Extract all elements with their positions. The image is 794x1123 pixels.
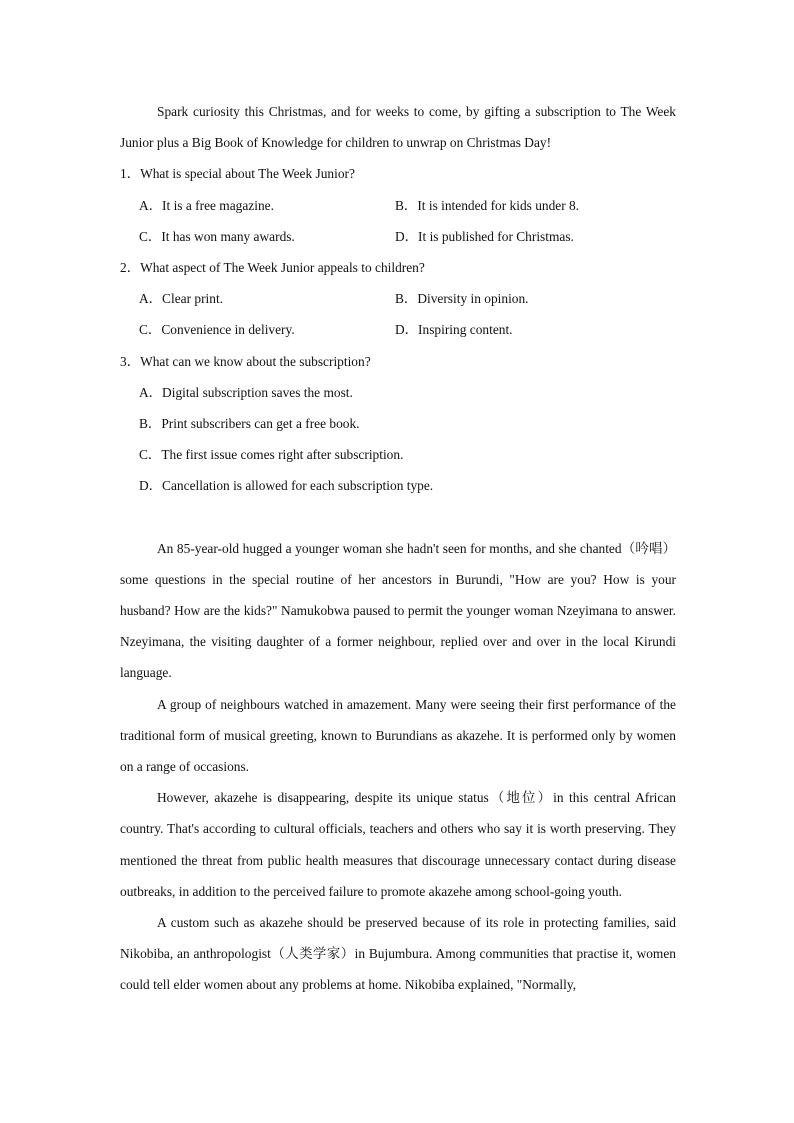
option-b: B．Diversity in opinion. [395,291,529,307]
option-a: A．Digital subscription saves the most. [139,384,353,400]
intro-paragraph: Spark curiosity this Christmas, and for weeks to come, by gifting a subscription to The Week Junior plus a Big Book of Knowledge for children to unwrap on Christmas Day! [120,104,676,151]
option-d: D．Cancellation is allowed for each subscription type. [139,478,434,494]
option-d: D．Inspiring content. [395,322,513,338]
passage-paragraph-3: However, akazehe is disappearing, despite its unique status（地位）in this central African country. That's according to cultural officials, teachers and others who say it is worth preserving. They mentioned the threat from public health measures that discourage unnecessary contact during disease outbreaks, in addition to the perceived failure to promote akazehe among school-going youth. [120,790,676,899]
question-options [120,283,676,345]
option-c: C．Convenience in delivery. [139,322,295,338]
document-page [120,96,676,1001]
option-b: B．Print subscribers can get a free book. [139,416,360,432]
question-options [120,190,676,252]
option-d: D．It is published for Christmas. [395,228,574,244]
question-3 [120,346,676,502]
option-c: C．The first issue comes right after subscription. [139,447,404,463]
question-2 [120,252,676,346]
question-stem: 3．What can we know about the subscription? [120,353,371,369]
reading-passage [120,533,676,1001]
option-a: A．It is a free magazine. [139,197,274,213]
question-stem: 1．What is special about The Week Junior? [120,166,355,182]
question-stem: 2．What aspect of The Week Junior appeals to children? [120,260,425,276]
passage-paragraph-4: A custom such as akazehe should be preserved because of its role in protecting families, said Nikobiba, an anthropologist（人类学家）in Bujumbura. Among communities that practise it, women could tell elder women about any problems at home. Nikobiba explained, "Normally, [120,915,676,993]
passage-paragraph-1: An 85-year-old hugged a younger woman she hadn't seen for months, and she chanted（吟唱）some questions in the special routine of her ancestors in Burundi, "How are you? How is your husband? How are the kids?" Namukobwa paused to permit the younger woman Nzeyimana to answer. Nzeyimana, the visiting daughter of a former neighbour, replied over and over in the local Kirundi language. [120,540,676,681]
option-c: C．It has won many awards. [139,228,295,244]
section-gap [120,502,676,533]
option-b: B．It is intended for kids under 8. [395,197,580,213]
passage-paragraph-2: A group of neighbours watched in amazement. Many were seeing their first performance of the traditional form of musical greeting, known to Burundians as akazehe. It is performed only by women on a range of occasions. [120,696,676,775]
option-a: A．Clear print. [139,291,224,307]
question-1 [120,158,676,252]
